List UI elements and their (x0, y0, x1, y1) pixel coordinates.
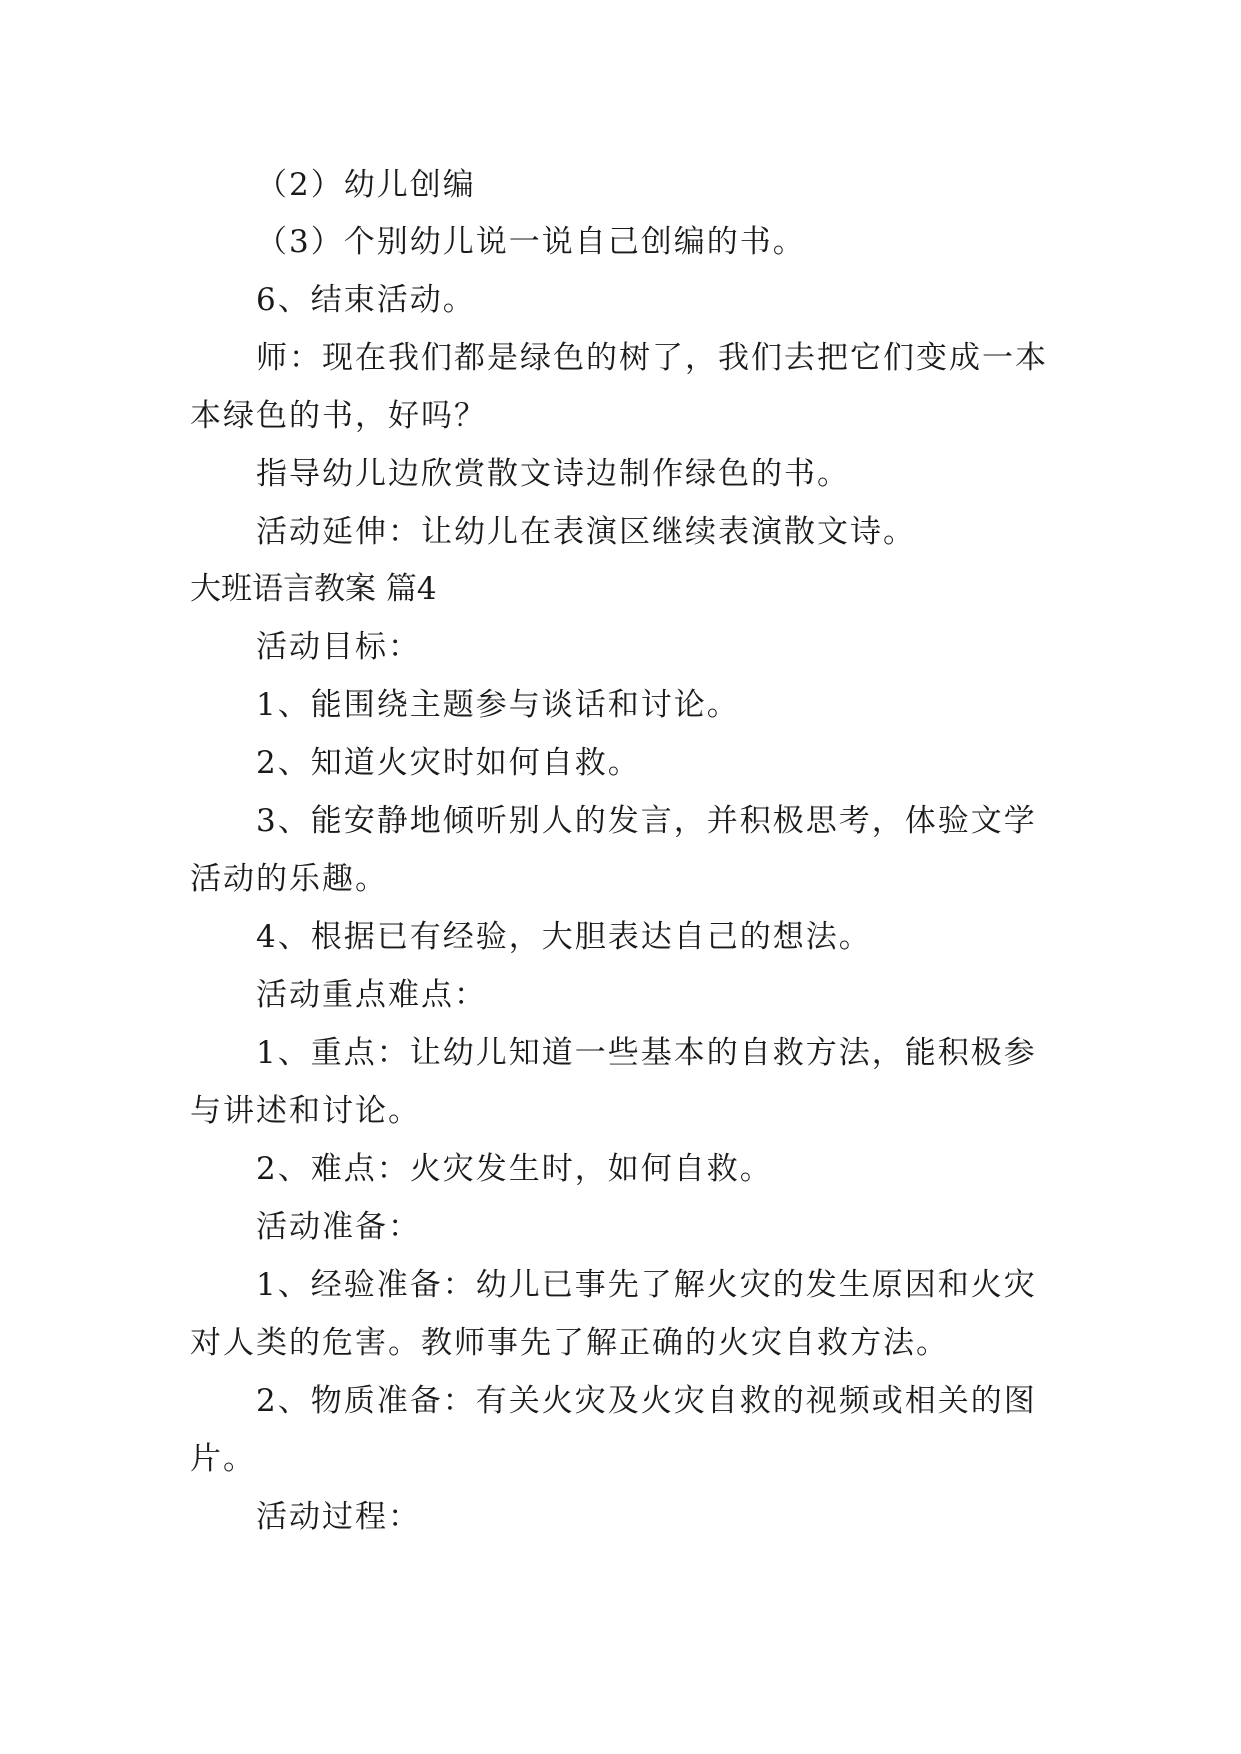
text-line: 活动目标： (256, 629, 421, 665)
text-line: 2、知道火灾时如何自救。 (256, 745, 641, 781)
text-line: 活动延伸：让幼儿在表演区继续表演散文诗。 (256, 514, 916, 550)
text-line: 片。 (190, 1441, 256, 1477)
text-line: 2、难点：火灾发生时，如何自救。 (256, 1151, 773, 1187)
text-line: 指导幼儿边欣赏散文诗边制作绿色的书。 (256, 456, 850, 492)
text-line: 活动准备： (256, 1209, 421, 1245)
text-line: 4、根据已有经验，大胆表达自己的想法。 (256, 919, 872, 955)
text-line: 1、经验准备：幼儿已事先了解火灾的发生原因和火灾 (256, 1267, 1037, 1303)
text-line: 对人类的危害。教师事先了解正确的火灾自救方法。 (190, 1325, 949, 1361)
section-heading: 大班语言教案 篇4 (190, 571, 437, 607)
text-line: 活动过程： (256, 1499, 421, 1535)
text-line: 师：现在我们都是绿色的树了，我们去把它们变成一本 (256, 340, 1048, 376)
text-line: 2、物质准备：有关火灾及火灾自救的视频或相关的图 (256, 1383, 1037, 1419)
text-line: 活动的乐趣。 (190, 861, 388, 897)
text-line: 1、重点：让幼儿知道一些基本的自救方法，能积极参 (256, 1035, 1037, 1071)
text-line: 本绿色的书，好吗？ (190, 398, 487, 434)
text-line: （3）个别幼儿说一说自己创编的书。 (256, 224, 806, 260)
text-line: 6、结束活动。 (256, 282, 476, 318)
text-line: 活动重点难点： (256, 977, 487, 1013)
text-line: 3、能安静地倾听别人的发言，并积极思考，体验文学 (256, 803, 1037, 839)
text-line: 与讲述和讨论。 (190, 1093, 421, 1129)
text-line: （2）幼儿创编 (256, 167, 476, 203)
text-line: 1、能围绕主题参与谈话和讨论。 (256, 687, 740, 723)
